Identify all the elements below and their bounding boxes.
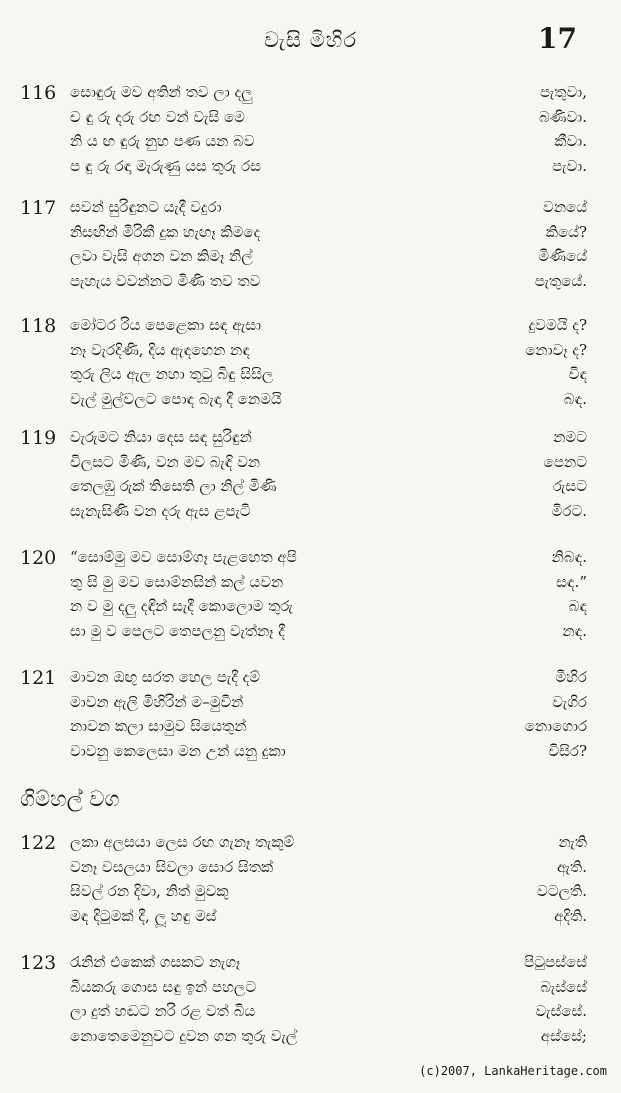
verse-line <box>0 362 621 387</box>
verse-line <box>0 425 621 450</box>
page-header <box>0 22 621 62</box>
verse-line <box>0 855 621 880</box>
verse-line <box>0 690 621 715</box>
verse-line-text: “සොම්මු මව සොම්ගෑ පැළහෙත අපි <box>70 548 297 566</box>
verse-number: 122 <box>20 832 57 854</box>
verse-line-rhyme: කියේ? <box>545 222 587 241</box>
verse-line-text: ලකා අලසයා ලෙස රඟ ගැනෑ තැකුම් <box>70 833 295 851</box>
verse-line <box>0 975 621 1000</box>
verse-line-text: සිවල් රන දිවා, නිත් මුවකු <box>70 882 229 900</box>
verse-line-rhyme: නිබඳ. <box>551 548 587 566</box>
verse-line-rhyme: වැස්සේ. <box>535 1002 587 1020</box>
verse-line <box>0 244 621 269</box>
verse-line-rhyme: පැතුවා, <box>539 83 587 101</box>
verse-line-text: මෝටර රිය පෙළෙකා සඳ ඇසා <box>70 316 262 334</box>
verse-119 <box>0 425 621 523</box>
verse-line <box>0 387 621 412</box>
verse-line-text: රැනින් එකෙක් ගසකට නැගෑ <box>70 953 241 971</box>
verse-number: 119 <box>20 427 57 449</box>
verse-line-rhyme: වනයේ <box>543 198 587 216</box>
verse-line-rhyme: දුවමයි ද? <box>528 316 587 334</box>
verse-line-rhyme: බැස්සේ <box>540 977 587 996</box>
verse-line-text: නිසඟින් මිරිකී දුක හැඟෑ කිමදෙ <box>70 222 261 241</box>
verse-line <box>0 619 621 644</box>
verse-line <box>0 594 621 619</box>
verse-line-text: නෑ වැරදිණි, දිය ඇඳහෙන නඳ <box>70 340 250 359</box>
copyright-notice: (c)2007, LankaHeritage.com <box>419 1064 607 1078</box>
verse-line <box>0 904 621 929</box>
verse-line <box>0 830 621 855</box>
verse-line-text: විලසට මිණි, වන මව බැඳි වන <box>70 452 261 471</box>
section-title: ගිම්හල් වග <box>20 787 120 811</box>
verse-line-rhyme: සඳ.” <box>556 572 587 591</box>
verse-line <box>0 545 621 570</box>
verse-line-rhyme: නමට <box>553 428 587 446</box>
verse-line <box>0 338 621 363</box>
verse-number: 116 <box>20 82 57 104</box>
verse-line-rhyme: බඳ <box>568 597 587 615</box>
page-number: 17 <box>538 22 577 55</box>
verse-line-text: මාවන ඔඟු සරත හෙල පැදී දම් <box>70 668 261 686</box>
verse-line-text: බියකරු ගොස සඳු ඉන් පහලට <box>70 977 257 996</box>
verse-line-rhyme: නොවෑ ද? <box>525 340 587 359</box>
verse-line-text: ලවා වැසි අගන වන කිමෑ නිල් <box>70 247 253 265</box>
verse-line-text: නි ය ඟ ඳුරු නුහ පණ යන බව <box>70 132 255 150</box>
verse-121 <box>0 665 621 763</box>
verse-line-text: සවන් සුරිඳුනට යැදී වදුරා <box>70 198 222 216</box>
verse-line-rhyme: රුසට <box>552 477 587 495</box>
verse-line-rhyme: මිණියේ <box>538 247 587 265</box>
verse-number: 120 <box>20 547 57 569</box>
verse-line <box>0 739 621 764</box>
verse-line-rhyme: පැවා. <box>552 156 587 175</box>
verse-line-rhyme: කීවා. <box>554 132 587 150</box>
verse-line <box>0 269 621 294</box>
verse-line-rhyme: නොගොර <box>524 717 587 735</box>
verse-line-text: සා මු ව පෙලට තෙපලනු වැත්නෑ දී <box>70 621 285 640</box>
verse-line-text: නොතෙමෙනුවට දුවන ගන තුරු වැල් <box>70 1026 298 1045</box>
verse-line-rhyme: පෙනට <box>543 452 587 471</box>
verse-line-rhyme: අස්සේ; <box>540 1026 587 1045</box>
verse-line-text: ලා දුත් හඬට නරි රළ වත් බිය <box>70 1002 256 1020</box>
verse-line <box>0 879 621 904</box>
verse-line-rhyme: විසිර? <box>548 741 587 760</box>
verse-line <box>0 1024 621 1049</box>
verse-line-text: වැරුමට නියා දෙස සඳ සුරිඳුන් <box>70 428 252 446</box>
verse-117 <box>0 195 621 293</box>
verse-line <box>0 129 621 154</box>
page-title: වැසි මිහිර <box>263 28 358 52</box>
verse-line <box>0 450 621 475</box>
verse-line <box>0 105 621 130</box>
verse-123 <box>0 950 621 1048</box>
verse-line-rhyme: බඳ. <box>563 389 587 408</box>
verse-number: 123 <box>20 952 57 974</box>
verse-line-rhyme: විඳ <box>568 365 587 383</box>
verse-line-rhyme: පැතුයේ. <box>534 271 587 290</box>
verse-line-rhyme: බණිවා. <box>538 107 587 126</box>
verse-line-text: ප ඳු රු රඳා මැරුණු යස තුරු රස <box>70 156 261 175</box>
verse-line-rhyme: අදිති. <box>554 906 587 925</box>
verse-line <box>0 665 621 690</box>
verse-line-text: ච ඳු රු දරු රඟ වන් වැසි මෙ <box>70 107 245 126</box>
verse-line-text: නාවන කලා සාමුව සියෙතුන් <box>70 717 247 735</box>
verse-line-text: වැල් මුල්වලට පොඳ බැඳා දී නෙමයි <box>70 389 282 408</box>
verse-line-text: තෙලඹු රුක් තිසෙති ලා නිල් මිණි <box>70 477 277 495</box>
verse-116 <box>0 80 621 178</box>
verse-120 <box>0 545 621 643</box>
verse-line-text: සැනැසිණි වන දරු ඇස ළපැටි <box>70 501 251 520</box>
verse-number: 118 <box>20 315 57 337</box>
verse-line <box>0 154 621 179</box>
verse-line-rhyme: පිටුපස්සේ <box>524 953 587 971</box>
verse-line <box>0 195 621 220</box>
verse-122 <box>0 830 621 928</box>
verse-line-text: පැහැය වවන්නට මිණි තව තව <box>70 271 261 290</box>
verse-line-text: වාවනු කෙලෙසා මන උන් යනු දුකා <box>70 741 286 760</box>
verse-line-text: වනෑ වසලයා සිවලා සොර සිතක් <box>70 857 274 876</box>
verse-line <box>0 474 621 499</box>
verse-line-rhyme: නැති <box>558 833 587 851</box>
verse-line-rhyme: වටලති. <box>537 882 587 900</box>
verse-line-text: සොඳුරු මව අතින් තව ලා දලු <box>70 83 253 101</box>
verse-line-rhyme: ඇති. <box>557 857 587 876</box>
verse-line <box>0 714 621 739</box>
verse-number: 117 <box>20 197 57 219</box>
verse-line <box>0 313 621 338</box>
verse-number: 121 <box>20 667 57 689</box>
verse-line-rhyme: නඳ. <box>562 621 587 640</box>
verse-line-rhyme: වැගිර <box>552 692 587 711</box>
verse-line-text: තුරු ලිය ඇල නහා තුටු බිඳු සිසිල <box>70 365 274 383</box>
verse-line <box>0 950 621 975</box>
verse-line <box>0 570 621 595</box>
verse-line-text: මාවන ඇලි මිහිරින් ම–මුවින් <box>70 692 244 711</box>
verse-line-rhyme: මිහිර <box>555 668 587 686</box>
verse-line-rhyme: මිරට. <box>551 501 587 520</box>
verse-118 <box>0 313 621 411</box>
verse-line-text: තු සි මු මව සොම්නසින් කල් යවන <box>70 572 284 591</box>
verse-line <box>0 499 621 524</box>
verse-line <box>0 220 621 245</box>
verse-line-text: න ව මු දලු දඳින් සැදී කොලොම තුරු <box>70 597 293 615</box>
verse-line-text: මඳ දිටුමක් දී, ලූ හඳු මස් <box>70 906 217 925</box>
verse-line <box>0 999 621 1024</box>
verse-line <box>0 80 621 105</box>
